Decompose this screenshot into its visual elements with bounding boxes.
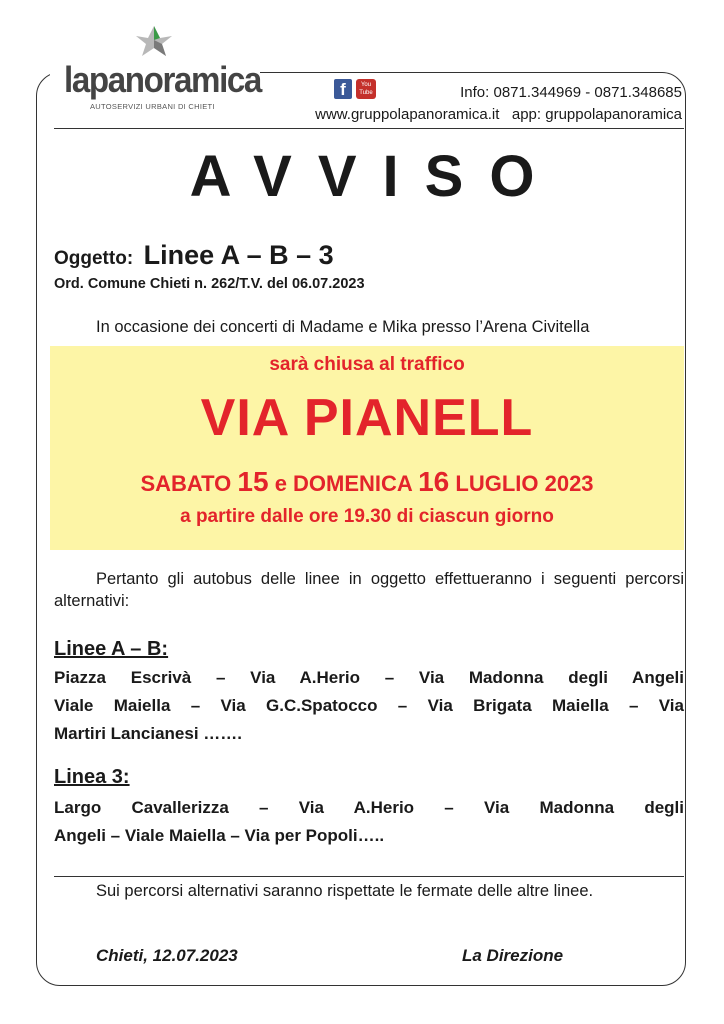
subject [54,240,334,271]
closure-time: a partire dalle ore 19.30 di ciascun giorno [180,506,554,527]
date-day-15: 15 [237,466,269,497]
facebook-icon[interactable]: f [334,79,352,99]
date-month-year: LUGLIO 2023 [449,471,594,496]
route-title-a-b: Linee A – B: [54,638,169,660]
route-a-b-line-1: Piazza Escrivà – Via A.Herio – Via Madonna degli Angeli [54,668,684,687]
logo-star-icon [134,24,174,58]
header-divider-short [262,72,342,73]
route-a-b-line-2: Viale Maiella – Via G.C.Spatocco – Via Brigata Maiella – Via [54,696,684,715]
subject-label: Oggetto: [54,248,134,269]
logo-subtitle: AUTOSERVIZI URBANI DI CHIETI [90,102,215,111]
consequence-text: Pertanto gli autobus delle linee in oggetto effettueranno i seguenti percorsi alternativi: [54,570,684,610]
stops-note: Sui percorsi alternativi saranno rispettate le fermate delle altre linee. [96,882,594,900]
intro-text: In occasione dei concerti di Madame e Mika presso l’Arena Civitella [96,318,590,336]
company-logo [50,22,260,110]
date-domenica: e DOMENICA [268,471,419,496]
route-a-b-line-3: Martiri Lancianesi ……. [54,724,242,743]
closure-dates [50,466,684,498]
social-icons [334,79,376,99]
contact-phones: Info: 0871.344969 - 0871.348685 [460,84,682,101]
route-title-3: Linea 3: [54,766,130,788]
route-3-line-1: Largo Cavallerizza – Via A.Herio – Via Madonna degli [54,798,684,817]
youtube-icon-text-top: You [360,82,372,88]
youtube-icon-text-bottom: Tube [359,90,373,96]
closure-text: sarà chiusa al traffico [269,354,465,375]
date-day-16: 16 [418,466,450,497]
footer-divider [54,876,684,877]
street-name: VIA PIANELL [200,389,534,447]
signature: La Direzione [462,946,564,965]
route-3-line-2: Angeli – Viale Maiella – Via per Popoli….. [54,826,385,845]
logo-name: lapanoramica [64,59,261,100]
ordinance-reference: Ord. Comune Chieti n. 262/T.V. del 06.07.2023 [54,276,365,292]
subject-value: Linee A – B – 3 [143,240,334,270]
highlight-box [50,346,684,550]
youtube-icon[interactable] [356,79,376,99]
place-date: Chieti, 12.07.2023 [96,946,238,965]
contact-website: www.gruppolapanoramica.it app: gruppolapanoramica [315,106,682,123]
date-sabato: SABATO [140,471,238,496]
notice-title: AVVISO [189,144,561,209]
header-divider [54,128,684,129]
